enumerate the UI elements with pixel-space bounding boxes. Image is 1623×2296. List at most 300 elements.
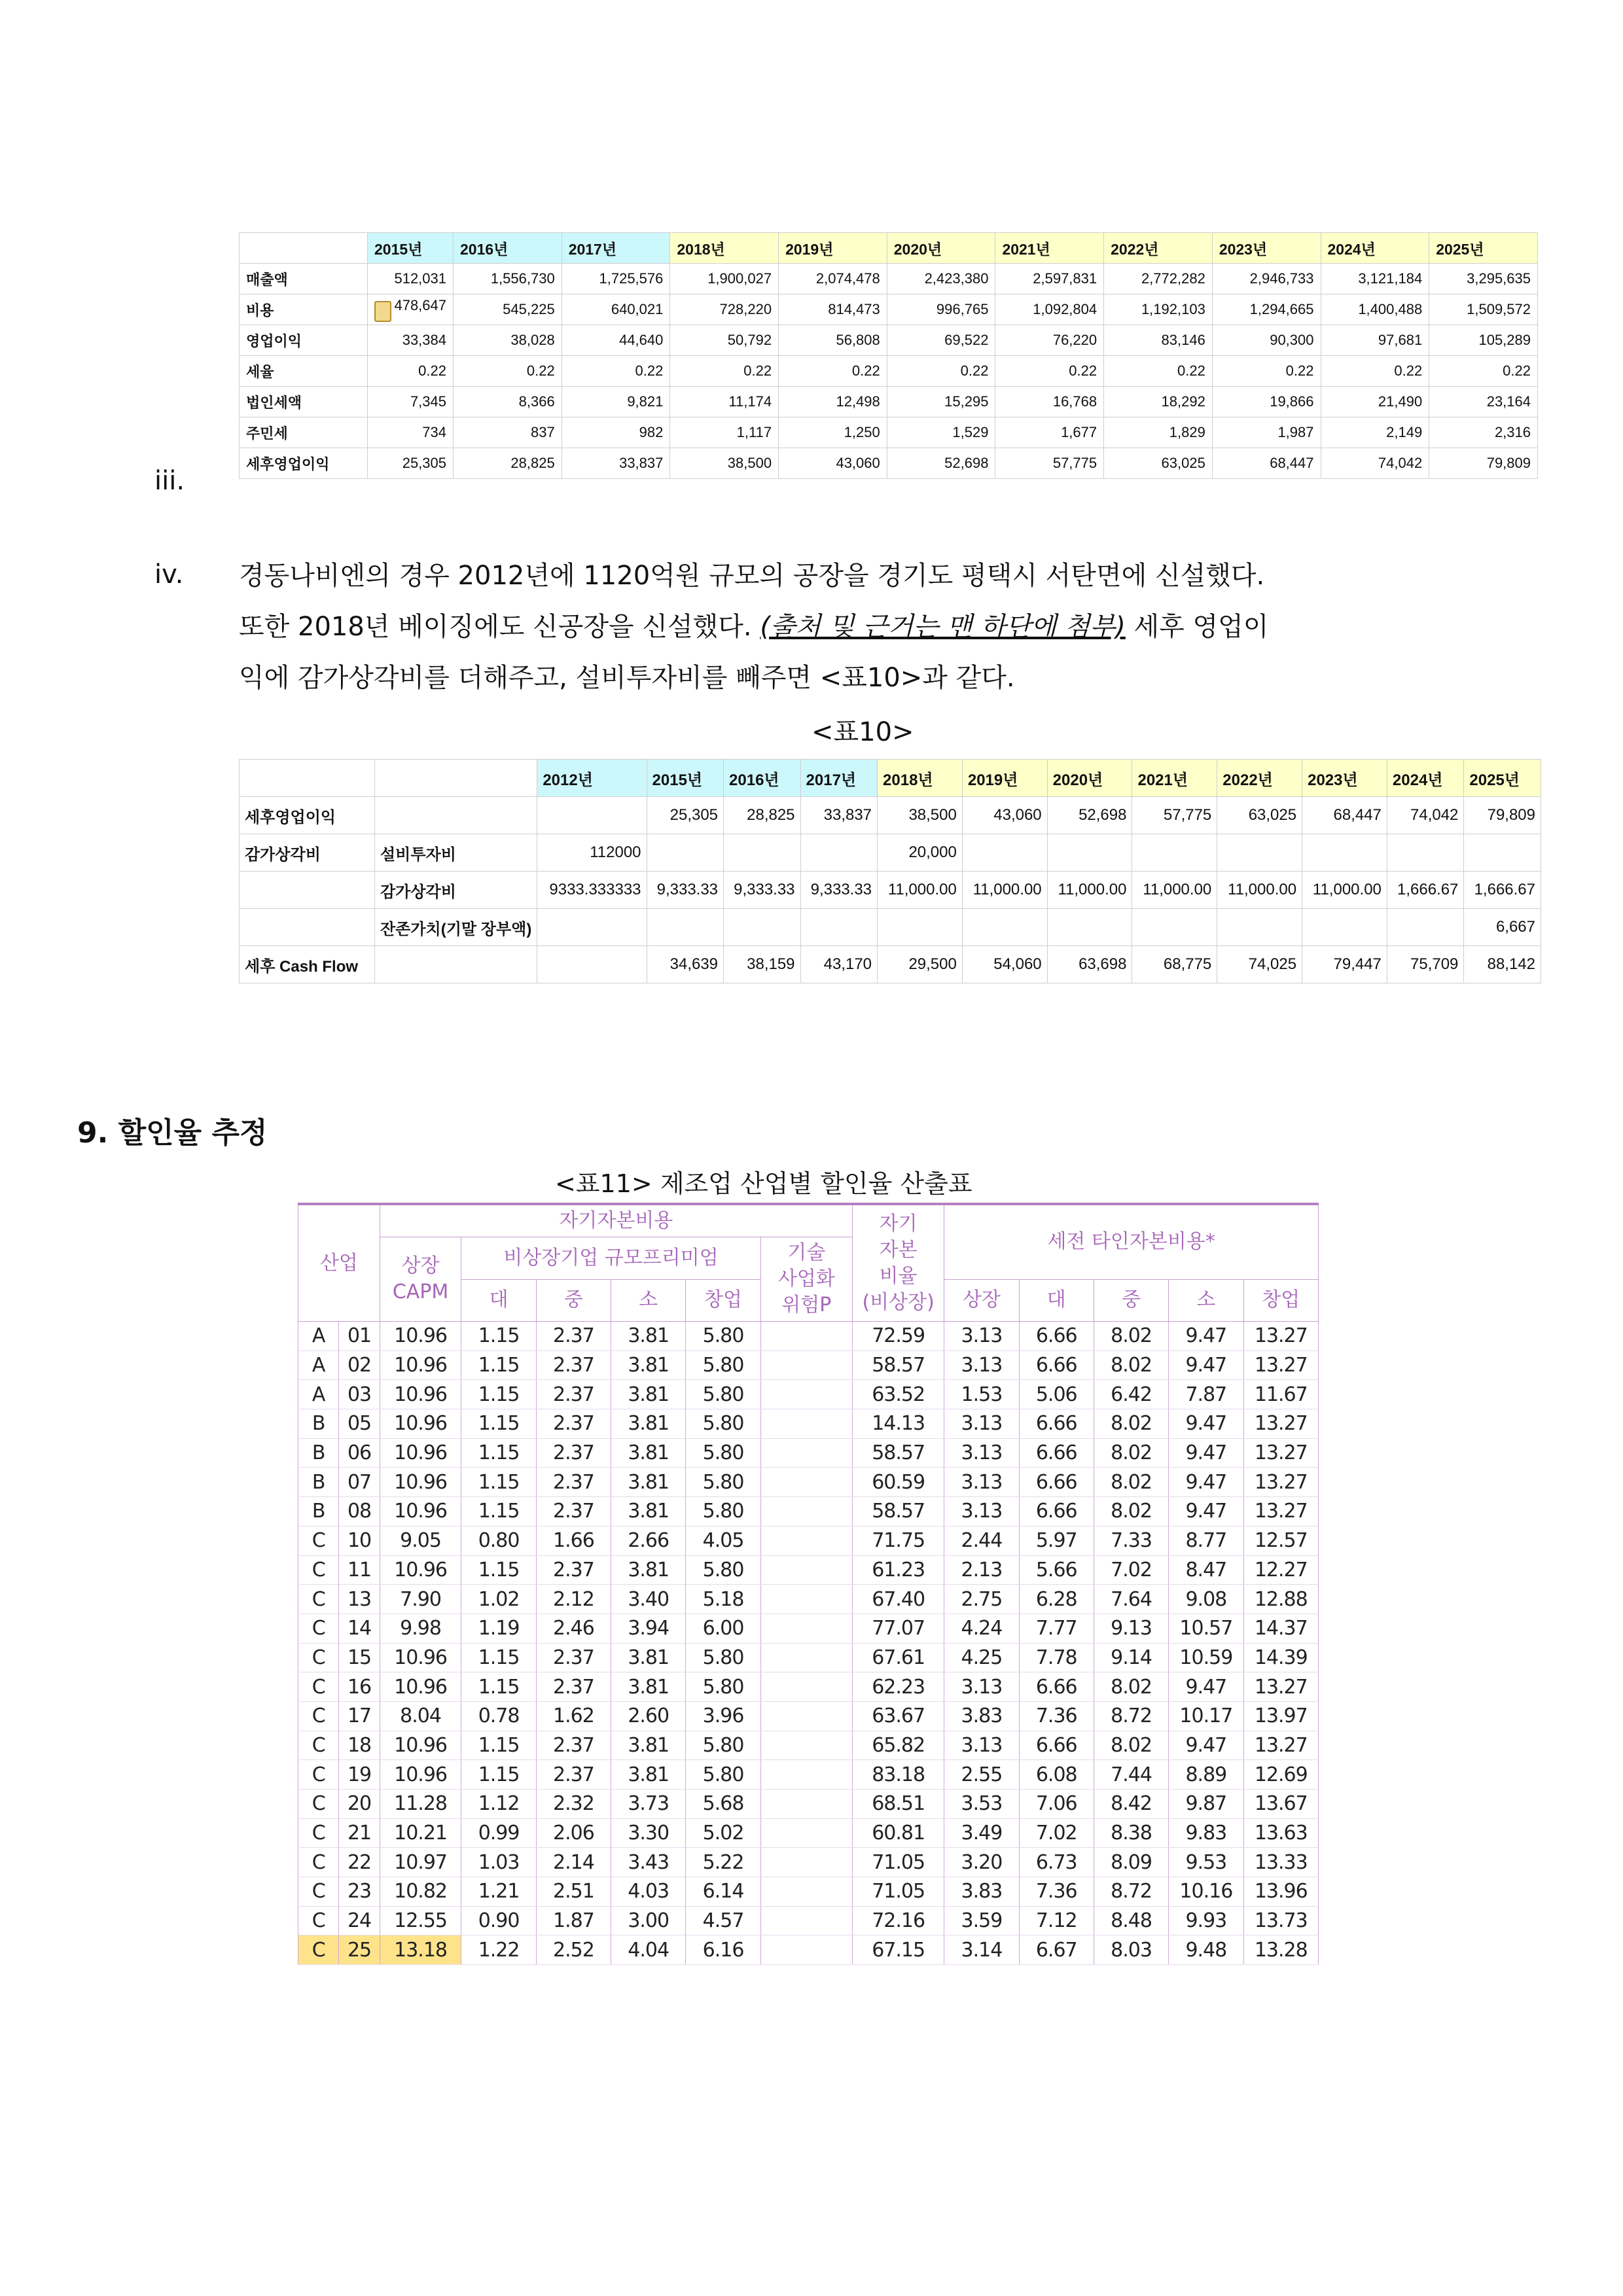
table-cell: 07 <box>339 1468 380 1497</box>
table-row <box>298 1380 1319 1409</box>
table-cell: 0.22 <box>1321 356 1429 387</box>
table-cell: 13.27 <box>1243 1672 1318 1702</box>
year-header: 2023년 <box>1212 233 1321 264</box>
table-cell: 7,345 <box>368 387 454 417</box>
year-header: 2021년 <box>995 233 1104 264</box>
header-debt-small: 소 <box>1169 1279 1243 1322</box>
table-cell: 8.72 <box>1094 1877 1168 1907</box>
table-cell: 1.87 <box>536 1906 611 1935</box>
table-cell: 68,447 <box>1212 448 1321 479</box>
table-cell: 6.66 <box>1019 1438 1094 1468</box>
table-cell: 3.59 <box>944 1906 1019 1935</box>
row-label <box>240 872 375 909</box>
row-sublabel <box>375 946 537 983</box>
table-cell: 3.81 <box>611 1409 686 1439</box>
table-cell: 33,837 <box>562 448 670 479</box>
table-cell: 68,447 <box>1302 797 1387 834</box>
table-cell <box>1302 834 1387 872</box>
table-cell: 3.81 <box>611 1643 686 1672</box>
table-cell: 9.53 <box>1169 1848 1243 1877</box>
table-cell: 12.57 <box>1243 1526 1318 1555</box>
table-cell: 982 <box>562 417 670 448</box>
table-cell: 10.17 <box>1169 1701 1243 1731</box>
table-cell: 76,220 <box>995 325 1104 356</box>
table-cell <box>537 909 647 946</box>
table-cell: 38,159 <box>724 946 801 983</box>
table-cell: 24 <box>339 1906 380 1935</box>
table-cell <box>760 1380 852 1409</box>
table-cell: B <box>298 1468 339 1497</box>
table-cell: 12.69 <box>1243 1760 1318 1790</box>
table-cell: 25,305 <box>368 448 454 479</box>
table-cell: 3.13 <box>944 1322 1019 1351</box>
table-cell: 9,821 <box>562 387 670 417</box>
row-label: 감가상각비 <box>240 834 375 872</box>
row-label: 세후영업이익 <box>240 448 368 479</box>
table-row <box>240 834 1541 872</box>
table-cell: A <box>298 1380 339 1409</box>
table-cell: 2.37 <box>536 1555 611 1585</box>
table-cell: 29,500 <box>878 946 963 983</box>
table-cell: 13.27 <box>1243 1409 1318 1439</box>
header-listed-capm: 상장 CAPM <box>380 1237 461 1322</box>
table-cell: B <box>298 1409 339 1439</box>
year-header: 2024년 <box>1387 760 1464 797</box>
table-cell: 4.24 <box>944 1614 1019 1643</box>
table-cell: 1,677 <box>995 417 1104 448</box>
table-cell: 13.67 <box>1243 1790 1318 1819</box>
table-cell: 9.47 <box>1169 1672 1243 1702</box>
table-cell: 18 <box>339 1731 380 1760</box>
table-cell: 0.22 <box>779 356 887 387</box>
table-cell: 97,681 <box>1321 325 1429 356</box>
table-cell: 7.06 <box>1019 1790 1094 1819</box>
table-cell: 38,028 <box>454 325 562 356</box>
table-cell: 13.27 <box>1243 1351 1318 1380</box>
table-cell: 4.57 <box>686 1906 760 1935</box>
table-cell: 28,825 <box>454 448 562 479</box>
table-row <box>298 1585 1319 1614</box>
table-cell: 3,295,635 <box>1429 264 1538 294</box>
table-cell: 6,667 <box>1464 909 1541 946</box>
table-cell: 3.13 <box>944 1468 1019 1497</box>
table-cell: C <box>298 1701 339 1731</box>
table-cell: C <box>298 1935 339 1965</box>
table-cell: 1.15 <box>461 1760 536 1790</box>
table-cell: 19 <box>339 1760 380 1790</box>
year-header-row <box>240 233 1538 264</box>
table-cell <box>1047 834 1132 872</box>
table-cell: 10.16 <box>1169 1877 1243 1907</box>
table-cell: 72.16 <box>852 1906 944 1935</box>
table-cell: 10.59 <box>1169 1643 1243 1672</box>
header-mid: 중 <box>536 1279 611 1322</box>
table-cell: 3.20 <box>944 1848 1019 1877</box>
table-cell: 12,498 <box>779 387 887 417</box>
table-cell: 1.12 <box>461 1790 536 1819</box>
table-cell: 8.47 <box>1169 1555 1243 1585</box>
table-cell: 10.97 <box>380 1848 461 1877</box>
table-cell: 1.15 <box>461 1351 536 1380</box>
table-cell <box>760 1555 852 1585</box>
table-cell: 21,490 <box>1321 387 1429 417</box>
year-header: 2017년 <box>800 760 878 797</box>
table-cell: 5.80 <box>686 1438 760 1468</box>
table-cell: 7.90 <box>380 1585 461 1614</box>
table-cell <box>537 946 647 983</box>
table-cell: 3.00 <box>611 1906 686 1935</box>
table-cell: 03 <box>339 1380 380 1409</box>
table-cell: 1.15 <box>461 1672 536 1702</box>
table-cell: 7.36 <box>1019 1701 1094 1731</box>
table-cell: 58.57 <box>852 1497 944 1527</box>
table-cell: 1,400,488 <box>1321 294 1429 325</box>
table-cell: 112000 <box>537 834 647 872</box>
table-cell: 13.27 <box>1243 1438 1318 1468</box>
table-cell: B <box>298 1438 339 1468</box>
table-cell: 1.15 <box>461 1497 536 1527</box>
table-cell: 7.64 <box>1094 1585 1168 1614</box>
table-cell: 63,025 <box>1217 797 1302 834</box>
year-header: 2022년 <box>1104 233 1213 264</box>
table-cell: 9.47 <box>1169 1351 1243 1380</box>
table-cell: 5.06 <box>1019 1380 1094 1409</box>
table-cell: 13.28 <box>1243 1935 1318 1965</box>
paragraph-line: 경동나비엔의 경우 2012년에 1120억원 규모의 공장을 경기도 평택시 서탄면에 신설했다. <box>239 561 1265 591</box>
row-sublabel: 감가상각비 <box>375 872 537 909</box>
table-cell: 17 <box>339 1701 380 1731</box>
table-cell: 8.02 <box>1094 1409 1168 1439</box>
table-cell: 5.18 <box>686 1585 760 1614</box>
table-cell: 1,725,576 <box>562 264 670 294</box>
list-marker-iii: iii. <box>154 466 185 496</box>
table-cell <box>760 1643 852 1672</box>
year-header: 2022년 <box>1217 760 1302 797</box>
table-row <box>298 1497 1319 1527</box>
table-cell <box>1464 834 1541 872</box>
table-cell: C <box>298 1848 339 1877</box>
table-cell: 2.46 <box>536 1614 611 1643</box>
table-cell: 2.37 <box>536 1438 611 1468</box>
table-cell: 8.38 <box>1094 1818 1168 1848</box>
table-cell: 1.53 <box>944 1380 1019 1409</box>
table-cell: 16,768 <box>995 387 1104 417</box>
table-cell: 0.22 <box>887 356 995 387</box>
table-cell <box>760 1438 852 1468</box>
table-cell: 837 <box>454 417 562 448</box>
table-cell: 814,473 <box>779 294 887 325</box>
table-cell <box>760 1322 852 1351</box>
table-row <box>298 1555 1319 1585</box>
table-cell: C <box>298 1790 339 1819</box>
table-cell: 10.96 <box>380 1497 461 1527</box>
paragraph-iv <box>239 550 1541 703</box>
table-cell: C <box>298 1643 339 1672</box>
table-cell: 2.55 <box>944 1760 1019 1790</box>
year-header: 2015년 <box>647 760 724 797</box>
table-cell <box>1387 909 1464 946</box>
table-cell: 5.80 <box>686 1643 760 1672</box>
table-cell: 3.13 <box>944 1351 1019 1380</box>
table-cell: 9.47 <box>1169 1731 1243 1760</box>
table-cell: 9,333.33 <box>724 872 801 909</box>
table-cell: 9.08 <box>1169 1585 1243 1614</box>
header-debt-startup: 창업 <box>1243 1279 1318 1322</box>
table-cell: 71.75 <box>852 1526 944 1555</box>
year-header: 2012년 <box>537 760 647 797</box>
paste-options-icon[interactable] <box>374 301 391 322</box>
table-cell: 7.02 <box>1094 1555 1168 1585</box>
table-cell: 75,709 <box>1387 946 1464 983</box>
table-cell: 5.80 <box>686 1672 760 1702</box>
row-sublabel <box>375 797 537 834</box>
table-cell: 8.02 <box>1094 1497 1168 1527</box>
table-cell: C <box>298 1672 339 1702</box>
table-cell: 6.66 <box>1019 1672 1094 1702</box>
table-cell: 15,295 <box>887 387 995 417</box>
row-label: 세후영업이익 <box>240 797 375 834</box>
table-cell: 7.12 <box>1019 1906 1094 1935</box>
table-cell: 5.80 <box>686 1497 760 1527</box>
table-cell: 3.13 <box>944 1731 1019 1760</box>
table-cell: 6.73 <box>1019 1848 1094 1877</box>
table-cell: 25 <box>339 1935 380 1965</box>
table-cell: 63.67 <box>852 1701 944 1731</box>
table-cell: C <box>298 1555 339 1585</box>
table-cell: 10.96 <box>380 1322 461 1351</box>
table-cell: 63,025 <box>1104 448 1213 479</box>
table-cell: 14.39 <box>1243 1643 1318 1672</box>
table-cell: 11,000.00 <box>1302 872 1387 909</box>
table-cell: 1.02 <box>461 1585 536 1614</box>
table-cell: 1.62 <box>536 1701 611 1731</box>
table-cell: 7.77 <box>1019 1614 1094 1643</box>
table-cell: 7.87 <box>1169 1380 1243 1409</box>
table-cell: 1.66 <box>536 1526 611 1555</box>
table-cell: 11,174 <box>670 387 779 417</box>
table-cell: 38,500 <box>878 797 963 834</box>
table-cell: 1.19 <box>461 1614 536 1643</box>
table-cell: 0.22 <box>670 356 779 387</box>
table-cell: 13 <box>339 1585 380 1614</box>
table-cell: C <box>298 1760 339 1790</box>
row-label <box>240 909 375 946</box>
table-cell <box>760 1848 852 1877</box>
table-cell: 3.13 <box>944 1409 1019 1439</box>
table-cell: C <box>298 1731 339 1760</box>
table-cell: 2,149 <box>1321 417 1429 448</box>
table-cell: 19,866 <box>1212 387 1321 417</box>
table-cell: 1.15 <box>461 1322 536 1351</box>
table-cell: 1,192,103 <box>1104 294 1213 325</box>
table-row <box>298 1877 1319 1907</box>
table-cell <box>537 797 647 834</box>
table-cell: 5.80 <box>686 1731 760 1760</box>
table-cell: 2,423,380 <box>887 264 995 294</box>
table-cell: 2,772,282 <box>1104 264 1213 294</box>
table-cell: 63,698 <box>1047 946 1132 983</box>
year-header: 2018년 <box>670 233 779 264</box>
table-cell: 11.67 <box>1243 1380 1318 1409</box>
table-cell: 67.40 <box>852 1585 944 1614</box>
table-cell: 1.22 <box>461 1935 536 1965</box>
table-cell: 43,060 <box>962 797 1047 834</box>
table-row <box>240 417 1538 448</box>
table-cell: 12.55 <box>380 1906 461 1935</box>
table-row <box>240 448 1538 479</box>
table-cell: 5.22 <box>686 1848 760 1877</box>
table-cell <box>800 909 878 946</box>
table-cell: 1,294,665 <box>1212 294 1321 325</box>
table-cell: 67.61 <box>852 1643 944 1672</box>
table-cell <box>962 909 1047 946</box>
header-debt-large: 대 <box>1019 1279 1094 1322</box>
table-cell: 2,946,733 <box>1212 264 1321 294</box>
table-cell: 9.47 <box>1169 1409 1243 1439</box>
table-cell: 0.80 <box>461 1526 536 1555</box>
table-cell: 3.83 <box>944 1701 1019 1731</box>
table-cell: 1.15 <box>461 1643 536 1672</box>
table-cell <box>760 1731 852 1760</box>
table-cell: 10.96 <box>380 1380 461 1409</box>
header-debt-listed: 상장 <box>944 1279 1019 1322</box>
table-cell: 3.81 <box>611 1760 686 1790</box>
table-cell: 13.27 <box>1243 1731 1318 1760</box>
table-cell: 8.89 <box>1169 1760 1243 1790</box>
year-header: 2015년 <box>368 233 454 264</box>
table-cell: 22 <box>339 1848 380 1877</box>
table-cell: 3.81 <box>611 1555 686 1585</box>
table-row <box>298 1818 1319 1848</box>
table-cell: 9.47 <box>1169 1438 1243 1468</box>
table-cell: 8.02 <box>1094 1672 1168 1702</box>
table-cell: 4.04 <box>611 1935 686 1965</box>
table-row <box>298 1935 1319 1965</box>
table-cell: 65.82 <box>852 1731 944 1760</box>
table-cell: 1,250 <box>779 417 887 448</box>
table-cell: 6.28 <box>1019 1585 1094 1614</box>
table-cell: 14.13 <box>852 1409 944 1439</box>
table-cell: 2,316 <box>1429 417 1538 448</box>
table-cell: 50,792 <box>670 325 779 356</box>
table-cell: 38,500 <box>670 448 779 479</box>
table-cell: 20 <box>339 1790 380 1819</box>
table-cell: 8.48 <box>1094 1906 1168 1935</box>
header-industry: 산업 <box>298 1204 380 1322</box>
table-cell: 2.37 <box>536 1322 611 1351</box>
table-cell: 640,021 <box>562 294 670 325</box>
table-cell: 74,025 <box>1217 946 1302 983</box>
table-cell: 10.96 <box>380 1555 461 1585</box>
table-cell: 1,666.67 <box>1464 872 1541 909</box>
table-cell: 5.80 <box>686 1380 760 1409</box>
year-header: 2020년 <box>887 233 995 264</box>
discount-rate-table <box>298 1203 1319 1965</box>
table-cell: 2.51 <box>536 1877 611 1907</box>
table-cell: 13.73 <box>1243 1906 1318 1935</box>
table-cell: 7.78 <box>1019 1643 1094 1672</box>
table-cell: 23,164 <box>1429 387 1538 417</box>
table-cell <box>760 1906 852 1935</box>
table-cell: 79,809 <box>1464 797 1541 834</box>
table-cell: 01 <box>339 1322 380 1351</box>
table-cell <box>962 834 1047 872</box>
table-cell: 3.81 <box>611 1468 686 1497</box>
table-cell: 10.96 <box>380 1468 461 1497</box>
table-cell: 33,837 <box>800 797 878 834</box>
table-cell: 6.66 <box>1019 1731 1094 1760</box>
table-cell: 16 <box>339 1672 380 1702</box>
table-row <box>298 1760 1319 1790</box>
table-cell: 9.47 <box>1169 1322 1243 1351</box>
table-cell: 3.49 <box>944 1818 1019 1848</box>
table-cell: 10.96 <box>380 1672 461 1702</box>
table-cell: 8.03 <box>1094 1935 1168 1965</box>
table-cell: 1,092,804 <box>995 294 1104 325</box>
table-cell: 61.23 <box>852 1555 944 1585</box>
table-cell: 1,987 <box>1212 417 1321 448</box>
row-label: 세후 Cash Flow <box>240 946 375 983</box>
table-row <box>298 1672 1319 1702</box>
year-header: 2020년 <box>1047 760 1132 797</box>
table-cell: C <box>298 1585 339 1614</box>
year-header: 2025년 <box>1429 233 1538 264</box>
table-cell: 2.12 <box>536 1585 611 1614</box>
table-cell: 13.27 <box>1243 1322 1318 1351</box>
table-cell: 2.37 <box>536 1731 611 1760</box>
table-cell: 2.52 <box>536 1935 611 1965</box>
table-cell: 52,698 <box>887 448 995 479</box>
table-cell: 6.14 <box>686 1877 760 1907</box>
table-cell: 9333.333333 <box>537 872 647 909</box>
table-cell <box>760 1935 852 1965</box>
table-cell: 6.66 <box>1019 1322 1094 1351</box>
header-large: 대 <box>461 1279 536 1322</box>
table-cell: 57,775 <box>1132 797 1217 834</box>
table-cell <box>1387 834 1464 872</box>
header-debt-mid: 중 <box>1094 1279 1168 1322</box>
table-cell: 6.00 <box>686 1614 760 1643</box>
table-cell: 0.22 <box>1104 356 1213 387</box>
table-cell: 1.15 <box>461 1380 536 1409</box>
table-cell: 2.37 <box>536 1643 611 1672</box>
table-cell: 6.16 <box>686 1935 760 1965</box>
table-cell: 90,300 <box>1212 325 1321 356</box>
table-cell: 5.80 <box>686 1555 760 1585</box>
table-cell: 2.60 <box>611 1701 686 1731</box>
table-cell <box>760 1877 852 1907</box>
table-cell: 88,142 <box>1464 946 1541 983</box>
table-cell: 13.27 <box>1243 1468 1318 1497</box>
year-header: 2021년 <box>1132 760 1217 797</box>
table-row <box>298 1614 1319 1643</box>
table-row <box>240 356 1538 387</box>
table-cell: 2.66 <box>611 1526 686 1555</box>
table-cell: C <box>298 1614 339 1643</box>
cash-flow-table <box>239 759 1541 983</box>
table-cell: 1.15 <box>461 1468 536 1497</box>
table-cell: 10.96 <box>380 1760 461 1790</box>
header-small: 소 <box>611 1279 686 1322</box>
table-cell: 74,042 <box>1387 797 1464 834</box>
table-cell <box>760 1409 852 1439</box>
table-cell: 1,529 <box>887 417 995 448</box>
table-cell: 60.81 <box>852 1818 944 1848</box>
table-cell: 2.37 <box>536 1380 611 1409</box>
table-cell <box>760 1497 852 1527</box>
table-cell: 0.22 <box>1429 356 1538 387</box>
table-cell: 3.96 <box>686 1701 760 1731</box>
